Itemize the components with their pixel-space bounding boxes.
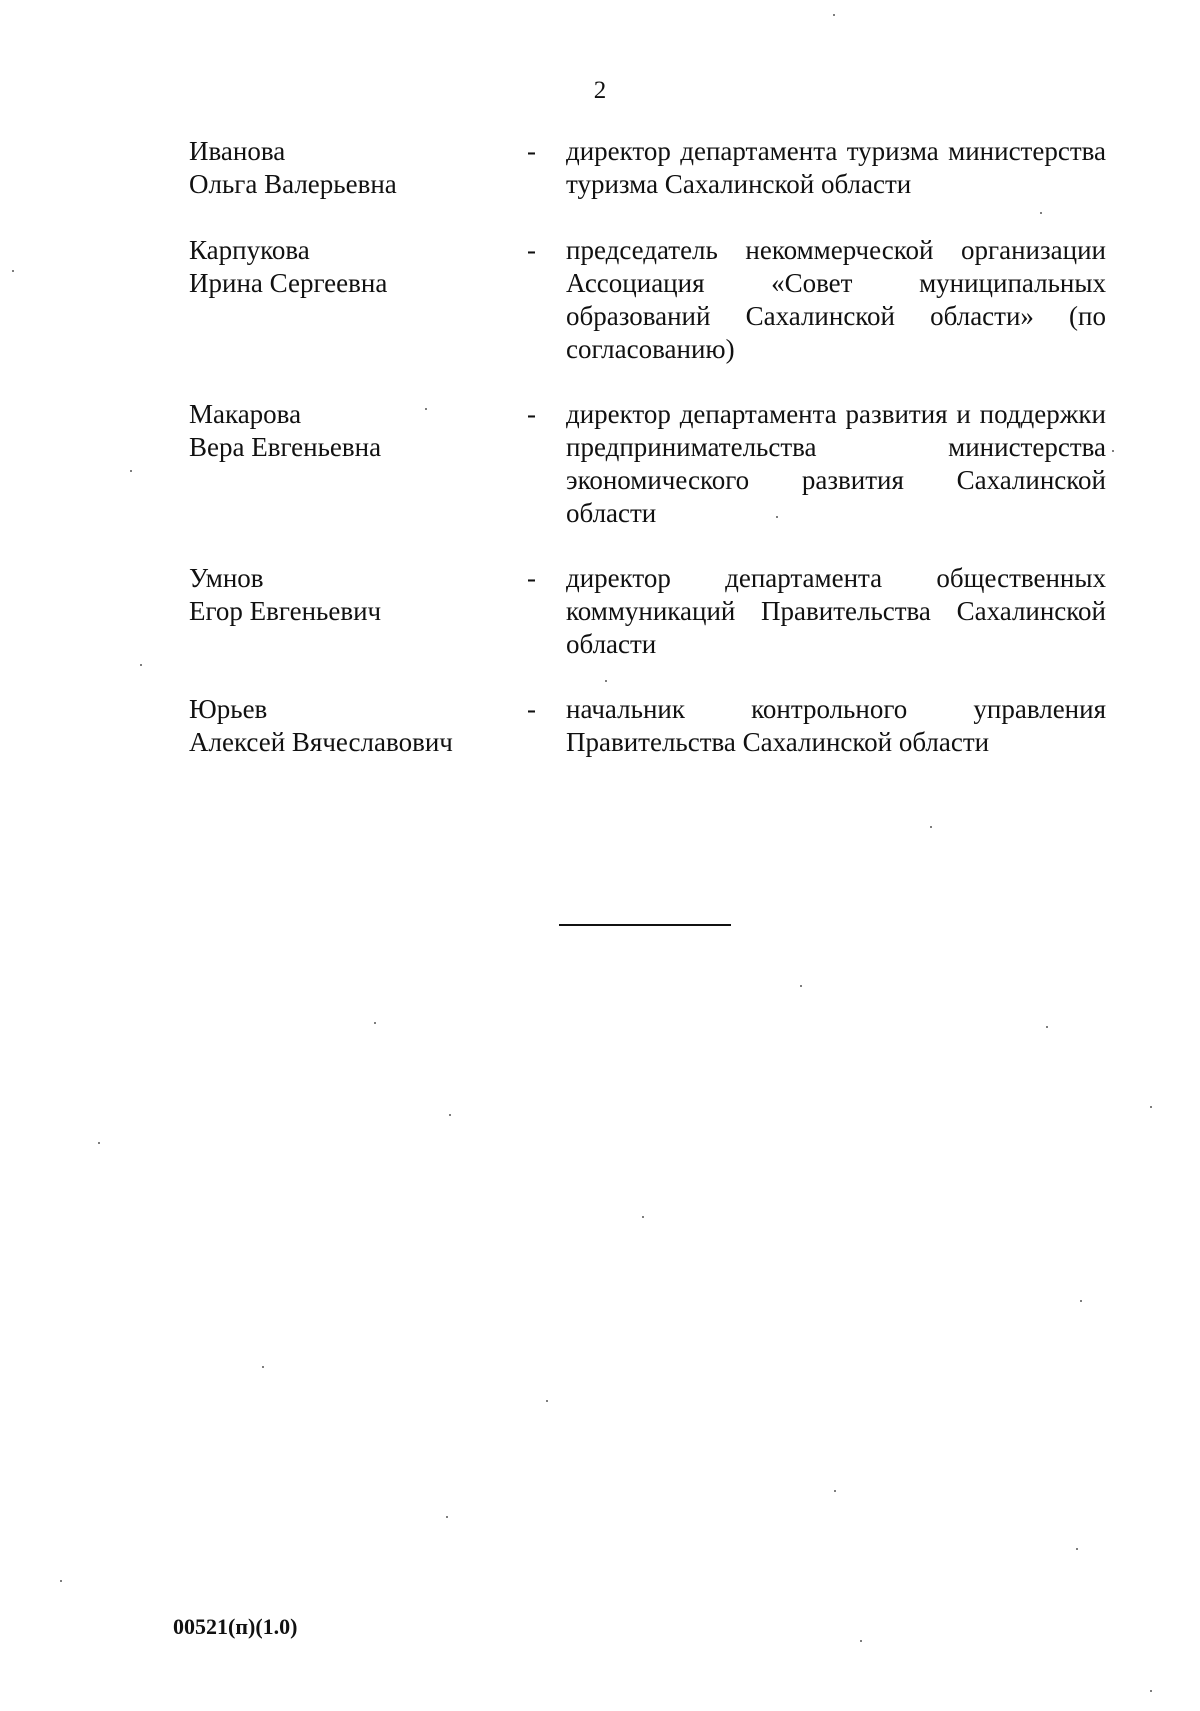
member-name (189, 234, 509, 300)
scan-speck (642, 1216, 644, 1218)
scan-speck (446, 1516, 448, 1518)
scan-speck (1112, 450, 1114, 452)
member-dash: - (527, 136, 536, 166)
page-number: 2 (593, 77, 607, 104)
scan-speck (449, 1114, 451, 1116)
member-dash: - (527, 235, 536, 265)
scan-speck (12, 270, 14, 272)
scan-speck (833, 14, 835, 16)
member-name (189, 135, 509, 201)
member-surname: Умнов (189, 563, 264, 593)
member-position: председатель некоммерческой организации Ассоциация «Совет муниципальных образований Сахалинской области» (по согласованию) (566, 235, 1106, 364)
member-position: директор департамента общественных коммуникаций Правительства Сахалинской области (566, 563, 1106, 659)
member-position: директор департамента туризма министерства туризма Сахалинской области (566, 136, 1106, 199)
end-of-list-rule (559, 924, 731, 926)
member-position: директор департамента развития и поддержки предпринимательства министерства экономического развития Сахалинской области (566, 399, 1106, 528)
member-name (189, 398, 509, 464)
member-surname: Карпукова (189, 235, 310, 265)
scan-speck (98, 1142, 100, 1144)
scan-speck (1046, 1026, 1048, 1028)
scan-speck (930, 826, 932, 828)
member-given-names: Ирина Сергеевна (189, 268, 388, 298)
member-name (189, 562, 509, 628)
scan-speck (1150, 1106, 1152, 1108)
member-position: начальник контрольного управления Правительства Сахалинской области (566, 694, 1106, 757)
scan-speck (262, 1366, 264, 1368)
member-surname: Юрьев (189, 694, 268, 724)
scan-speck (800, 985, 802, 987)
member-given-names: Ольга Валерьевна (189, 169, 397, 199)
scan-speck (1150, 1690, 1152, 1692)
member-given-names: Алексей Вячеславович (189, 727, 453, 757)
member-surname: Макарова (189, 399, 302, 429)
document-code: 00521(п)(1.0) (173, 1614, 298, 1639)
scan-speck (425, 408, 427, 410)
scan-speck (834, 1490, 836, 1492)
scan-speck (130, 470, 132, 472)
scan-speck (374, 1022, 376, 1024)
member-given-names: Вера Евгеньевна (189, 432, 382, 462)
scan-speck (860, 1640, 862, 1642)
scan-speck (1040, 212, 1042, 214)
scan-speck (1080, 1300, 1082, 1302)
scan-speck (60, 1580, 62, 1582)
member-surname: Иванова (189, 136, 286, 166)
scan-speck (140, 664, 142, 666)
member-dash: - (527, 694, 536, 724)
member-dash: - (527, 563, 536, 593)
member-name (189, 693, 509, 759)
scan-speck (776, 516, 778, 518)
scan-speck (546, 1400, 548, 1402)
scan-speck (1076, 1548, 1078, 1550)
member-dash: - (527, 399, 536, 429)
scan-speck (605, 680, 607, 682)
member-given-names: Егор Евгеньевич (189, 596, 382, 626)
